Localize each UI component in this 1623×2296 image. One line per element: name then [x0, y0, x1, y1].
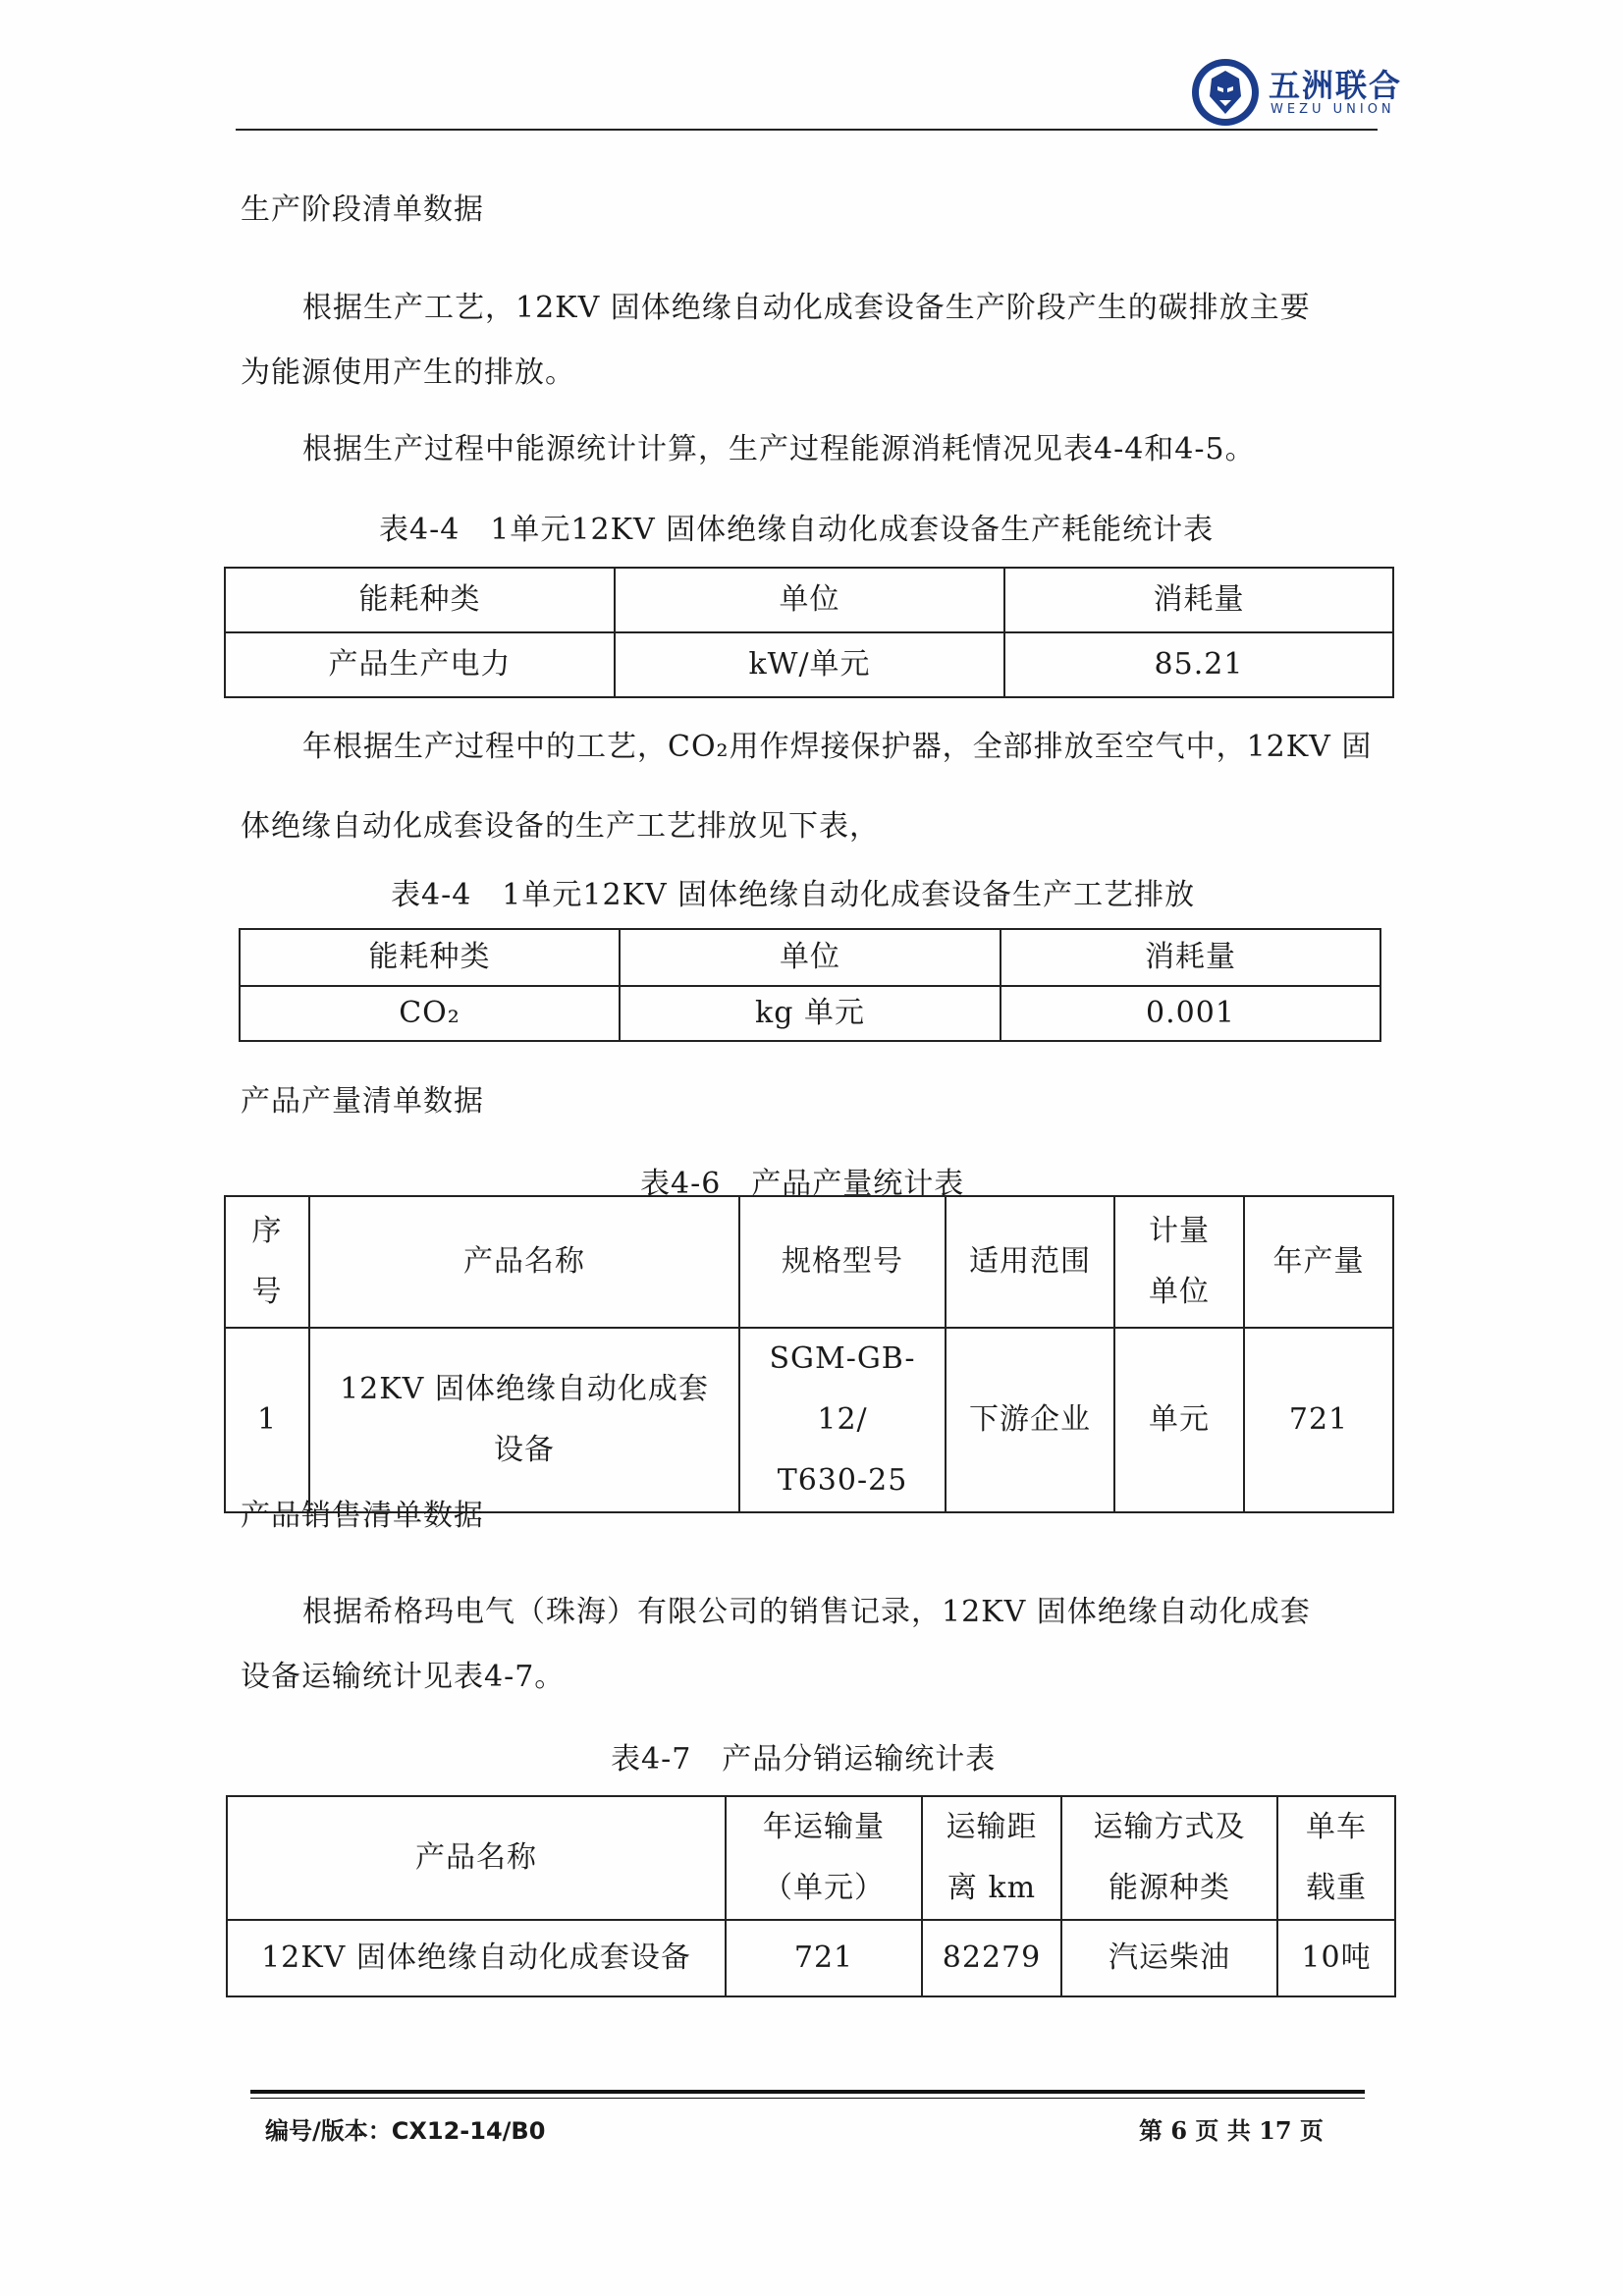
- table-cell: kg 单元: [620, 986, 1001, 1041]
- table-header-row: [240, 929, 1380, 986]
- table-header-cell: [1114, 1196, 1244, 1328]
- table-header-row: [227, 1796, 1395, 1920]
- table-header-cell: 单位: [620, 929, 1001, 986]
- production-para1-line1: 根据生产工艺，12KV 固体绝缘自动化成套设备生产阶段产生的碳排放主要: [302, 291, 1311, 325]
- sales-para-line1: 根据希格玛电气（珠海）有限公司的销售记录，12KV 固体绝缘自动化成套: [302, 1595, 1311, 1629]
- header-line2: 载重: [1306, 1871, 1367, 1905]
- lion-emblem-icon: [1190, 57, 1261, 128]
- process-para-line2: 体绝缘自动化成套设备的生产工艺排放见下表，: [241, 809, 880, 844]
- table-cell: 82279: [922, 1920, 1061, 1996]
- table-header-cell: [1277, 1796, 1395, 1920]
- table-header-cell: 单位: [615, 568, 1004, 632]
- sales-heading: 产品销售清单数据: [241, 1499, 484, 1533]
- name-line2: 设备: [494, 1433, 555, 1467]
- header-text: 序号: [251, 1214, 283, 1309]
- table-header-cell: 产品名称: [227, 1796, 726, 1920]
- table-cell: [739, 1328, 946, 1512]
- header-line1: 单车: [1306, 1810, 1367, 1844]
- table-header-cell: 能耗种类: [225, 568, 615, 632]
- spec-line2: T630-25: [777, 1463, 908, 1498]
- table-header-cell: 规格型号: [739, 1196, 946, 1328]
- table-cell: 721: [1244, 1328, 1393, 1512]
- company-logo: [1190, 57, 1403, 126]
- table-row: [240, 986, 1380, 1041]
- table2-caption: 表4-4 1单元12KV 固体绝缘自动化成套设备生产工艺排放: [391, 878, 1196, 912]
- product-distribution-table: [226, 1795, 1396, 1997]
- footer-divider-thick: [250, 2090, 1365, 2094]
- table-header-cell: 年产量: [1244, 1196, 1393, 1328]
- header-line1: 运输方式及: [1093, 1810, 1246, 1844]
- table-cell: 721: [726, 1920, 922, 1996]
- production-para2: 根据生产过程中能源统计计算，生产过程能源消耗情况见表4-4和4-5。: [302, 432, 1256, 466]
- table-row: [225, 1328, 1393, 1512]
- output-heading: 产品产量清单数据: [241, 1084, 484, 1119]
- sales-para-line2: 设备运输统计见表4-7。: [241, 1660, 566, 1694]
- document-number: 编号/版本：CX12-14/B0: [265, 2117, 546, 2145]
- table-row: [227, 1920, 1395, 1996]
- process-emission-table: [239, 928, 1381, 1042]
- page-number: 第 6 页 共 17 页: [1139, 2116, 1324, 2145]
- header-line2: （单元）: [763, 1871, 885, 1905]
- process-para-line1: 年根据生产过程中的工艺，CO₂用作焊接保护器，全部排放至空气中，12KV 固: [302, 730, 1373, 764]
- table-cell: 12KV 固体绝缘自动化成套设备: [227, 1920, 726, 1996]
- table-header-cell: 适用范围: [946, 1196, 1114, 1328]
- table-cell: 1: [225, 1328, 309, 1512]
- table-cell: kW/单元: [615, 632, 1004, 697]
- logo-chinese-name: 五洲联合: [1269, 67, 1403, 104]
- table-header-cell: 消耗量: [1004, 568, 1393, 632]
- product-output-table: [224, 1195, 1394, 1513]
- table-header-cell: [225, 1196, 309, 1328]
- table-cell: 产品生产电力: [225, 632, 615, 697]
- table-header-row: [225, 568, 1393, 632]
- table-cell: 10吨: [1277, 1920, 1395, 1996]
- table1-caption: 表4-4 1单元12KV 固体绝缘自动化成套设备生产耗能统计表: [379, 513, 1215, 547]
- table-header-cell: [726, 1796, 922, 1920]
- header-line1: 年运输量: [763, 1810, 885, 1844]
- logo-english-name: WEZU UNION: [1271, 102, 1395, 117]
- table3-caption: 表4-6 产品产量统计表: [640, 1167, 965, 1201]
- header-line2: 能源种类: [1109, 1871, 1230, 1905]
- header-line2: 离 km: [947, 1871, 1037, 1905]
- header-line1: 运输距: [946, 1810, 1038, 1844]
- table-header-cell: [922, 1796, 1061, 1920]
- spec-line1: SGM-GB-12/: [769, 1341, 916, 1437]
- table-cell: CO₂: [240, 986, 620, 1041]
- production-stage-heading: 生产阶段清单数据: [241, 192, 484, 227]
- table-cell: 单元: [1114, 1328, 1244, 1512]
- table-header-cell: 能耗种类: [240, 929, 620, 986]
- table-header-row: [225, 1196, 1393, 1328]
- table4-caption: 表4-7 产品分销运输统计表: [611, 1742, 997, 1777]
- production-para1-line2: 为能源使用产生的排放。: [241, 355, 575, 390]
- table-header-cell: [1061, 1796, 1277, 1920]
- table-row: [225, 632, 1393, 697]
- table-cell: [309, 1328, 739, 1512]
- header-divider: [236, 129, 1378, 131]
- table-header-cell: 产品名称: [309, 1196, 739, 1328]
- header-text: 计量单位: [1149, 1214, 1210, 1309]
- table-header-cell: 消耗量: [1001, 929, 1380, 986]
- energy-consumption-table: [224, 567, 1394, 698]
- table-cell: 0.001: [1001, 986, 1380, 1041]
- footer-divider-thin: [250, 2098, 1365, 2099]
- table-cell: 下游企业: [946, 1328, 1114, 1512]
- name-line1: 12KV 固体绝缘自动化成套: [340, 1372, 709, 1406]
- table-cell: 汽运柴油: [1061, 1920, 1277, 1996]
- table-cell: 85.21: [1004, 632, 1393, 697]
